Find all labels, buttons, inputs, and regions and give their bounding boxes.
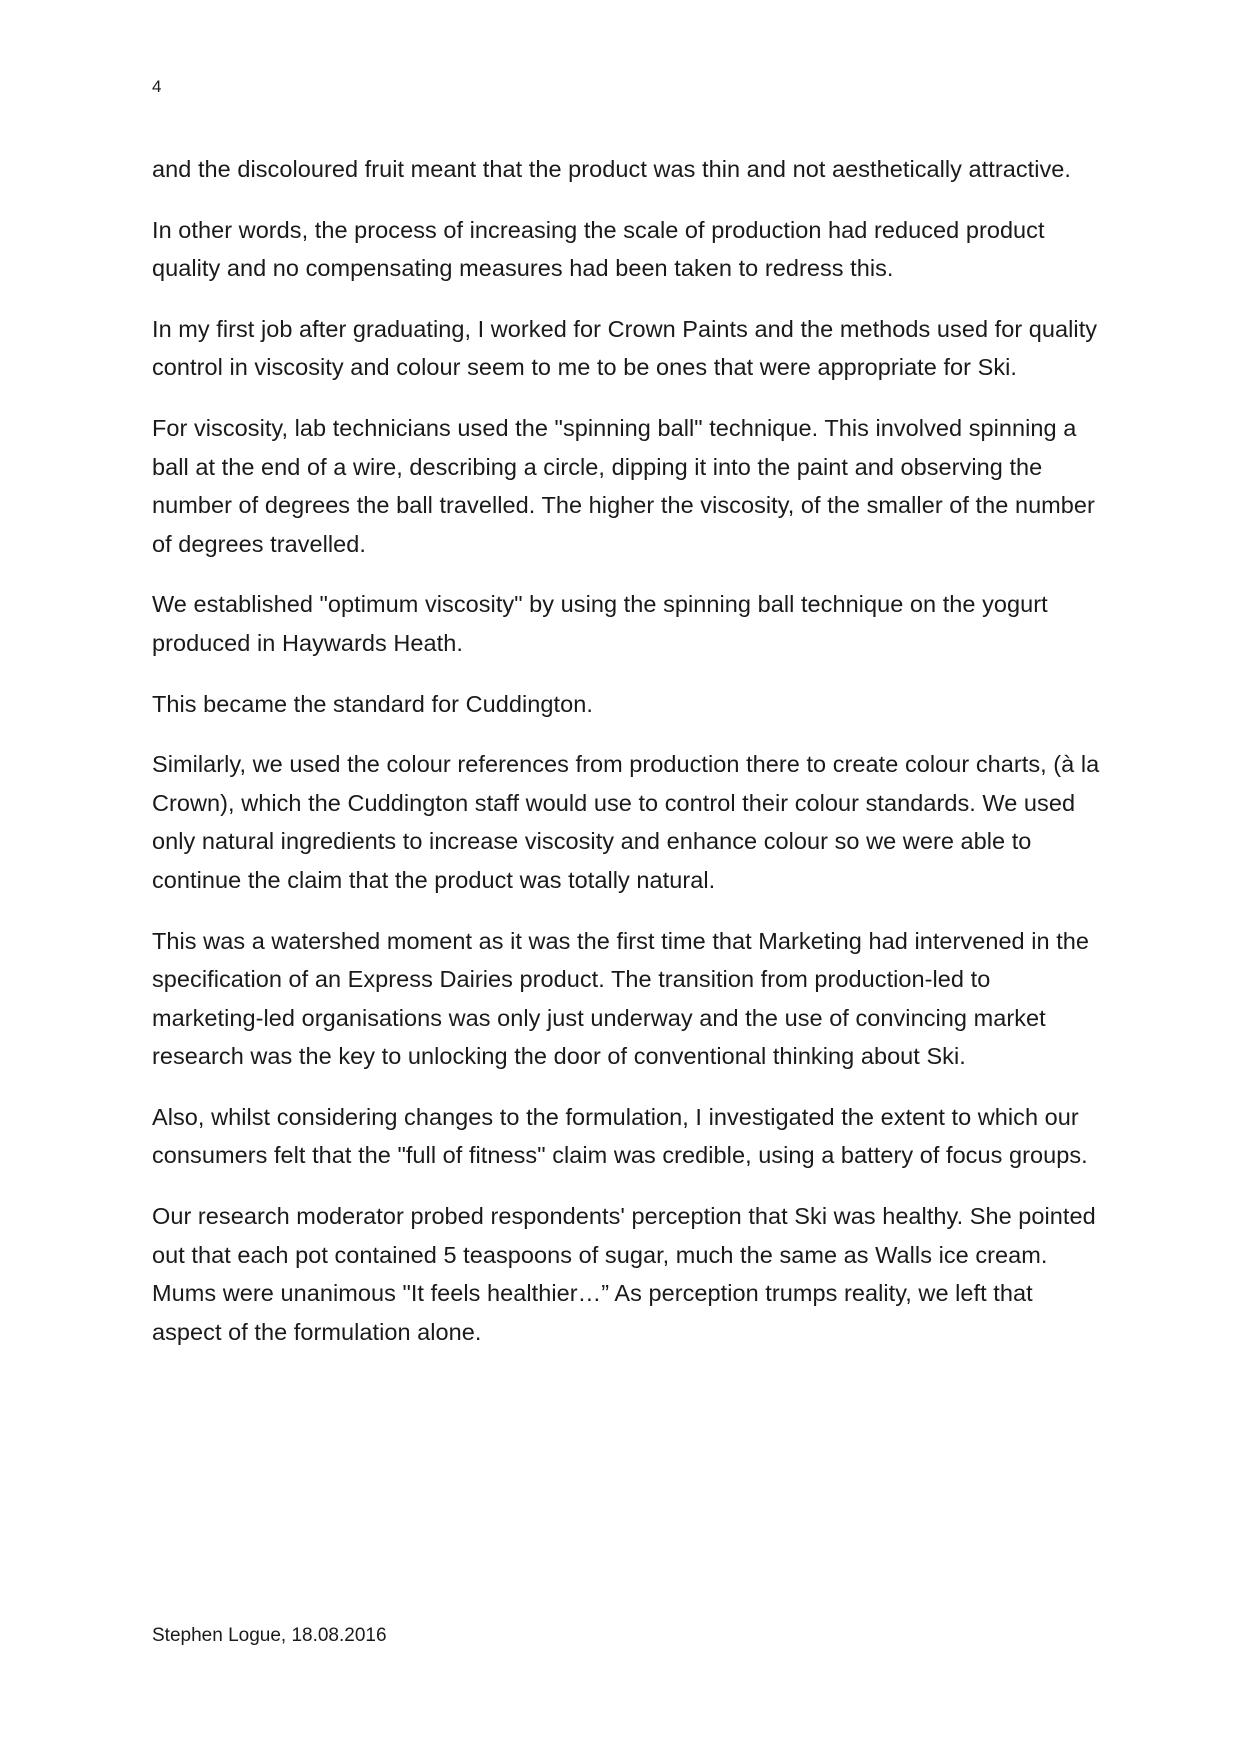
document-body [152, 150, 1102, 1373]
paragraph-10: Our research moderator probed respondents' perception that Ski was healthy. She pointed out that each pot contained 5 teaspoons of sugar, much the same as Walls ice cream. Mums were unanimous "It feels healthier…” As perception trumps reality, we left that aspect of the formulation alone. [152, 1203, 1096, 1345]
paragraph-3: In my first job after graduating, I worked for Crown Paints and the methods used for quality control in viscosity and colour seem to me to be ones that were appropriate for Ski. [152, 315, 1098, 381]
paragraph-9: Also, whilst considering changes to the formulation, I investigated the extent to which our consumers felt that the "full of fitness" claim was credible, using a battery of focus groups. [152, 1103, 1088, 1169]
paragraph-1: and the discoloured fruit meant that the product was thin and not aesthetically attractive. [152, 156, 1071, 182]
page-number: 4 [152, 77, 162, 96]
paragraph-7: Similarly, we used the colour references from production there to create colour charts, (à la Crown), which the Cuddington staff would use to control their colour standards. We used only natural ingredients to increase viscosity and enhance colour so we were able to continue the claim that the product was totally natural. [152, 751, 1100, 893]
paragraph-2: In other words, the process of increasing the scale of production had reduced product quality and no compensating measures had been taken to redress this. [152, 216, 1045, 282]
paragraph-4: For viscosity, lab technicians used the "spinning ball" technique. This involved spinning a ball at the end of a wire, describing a circle, dipping it into the paint and observing the number of degrees the ball travelled. The higher the viscosity, of the smaller of the number of degrees travelled. [152, 414, 1095, 557]
page-footer: Stephen Logue, 18.08.2016 [152, 1625, 387, 1646]
paragraph-8: This was a watershed moment as it was the first time that Marketing had intervened in the specification of an Express Dairies product. The transition from production-led to marketing-led organisations was only just underway and the use of convincing market research was the key to unlocking the door of conventional thinking about Ski. [152, 927, 1090, 1070]
paragraph-6: This became the standard for Cuddington. [152, 690, 593, 717]
paragraph-5: We established "optimum viscosity" by using the spinning ball technique on the yogurt produced in Haywards Heath. [152, 591, 1048, 656]
